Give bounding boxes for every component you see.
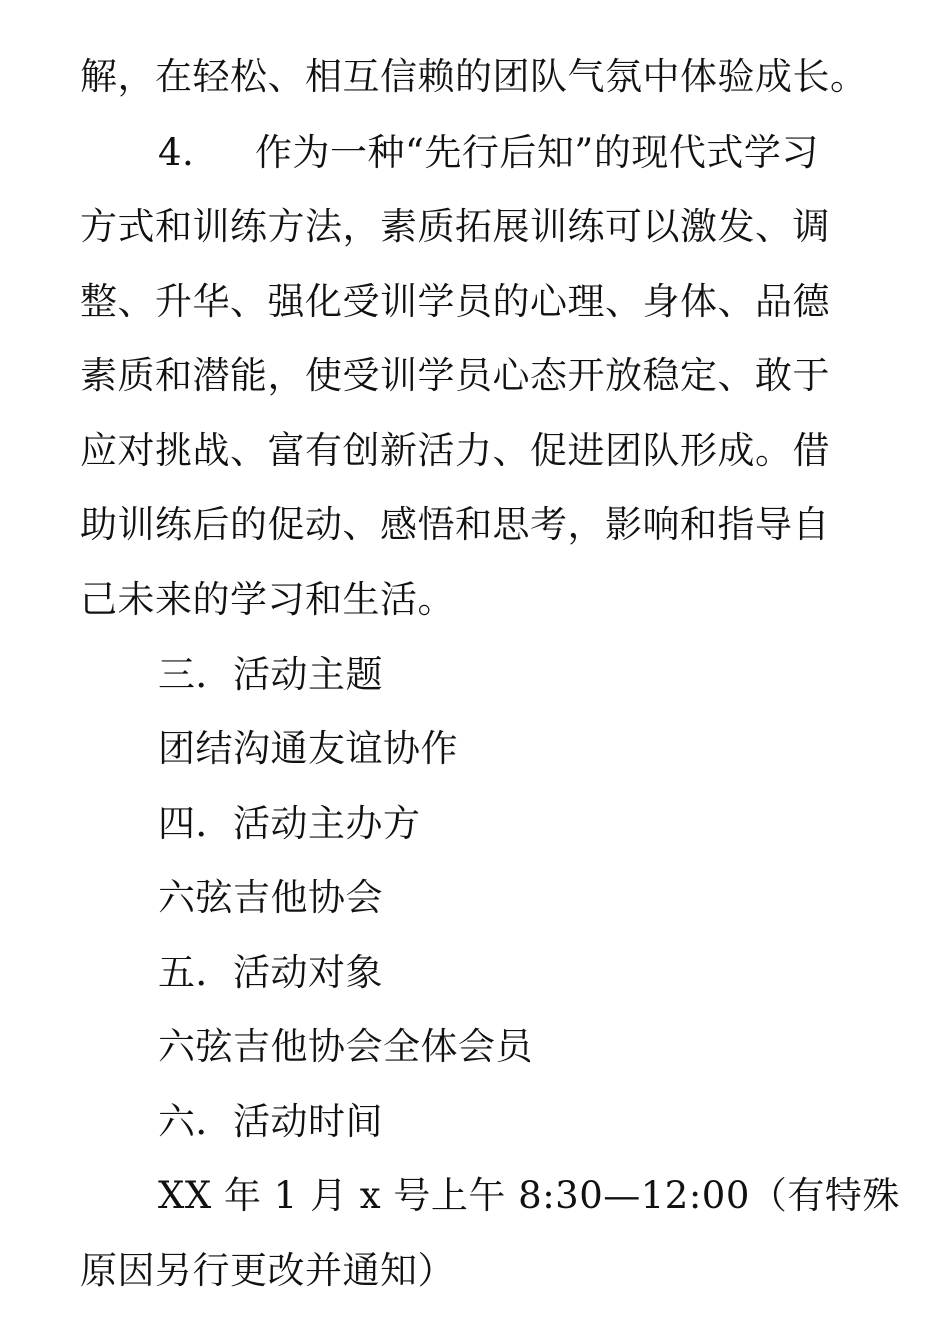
section-content: 六弦吉他协会全体会员 <box>158 1025 533 1068</box>
section-heading: 四．活动主办方 <box>158 802 421 845</box>
paragraph-line: 助训练后的促动、感悟和思考，影响和指导自 <box>80 503 830 546</box>
numbered-item <box>158 129 819 177</box>
section-heading: 五．活动对象 <box>158 951 383 994</box>
paragraph-line: 应对挑战、富有创新活力、促进团队形成。借 <box>80 429 830 472</box>
item-number: 4. <box>158 131 195 174</box>
paragraph-line: 解，在轻松、相互信赖的团队气氛中体验成长。 <box>80 55 868 98</box>
paragraph-line: 素质和潜能，使受训学员心态开放稳定、敢于 <box>80 354 830 397</box>
paragraph-line: 己未来的学习和生活。 <box>80 578 455 621</box>
section-content: XX 年 1 月 x 号上午 8:30—12:00（有特殊 <box>158 1174 900 1217</box>
paragraph-line: 方式和训练方法，素质拓展训练可以激发、调 <box>80 205 830 248</box>
paragraph-line: 整、升华、强化受训学员的心理、身体、品德 <box>80 280 830 323</box>
section-content-continued: 原因另行更改并通知） <box>80 1249 455 1292</box>
section-content: 团结沟通友谊协作 <box>158 727 458 770</box>
section-content: 六弦吉他协会 <box>158 876 383 919</box>
paragraph-line: 作为一种“先行后知”的现代式学习 <box>255 131 819 174</box>
section-heading: 三．活动主题 <box>158 653 383 696</box>
section-heading: 六．活动时间 <box>158 1100 383 1143</box>
